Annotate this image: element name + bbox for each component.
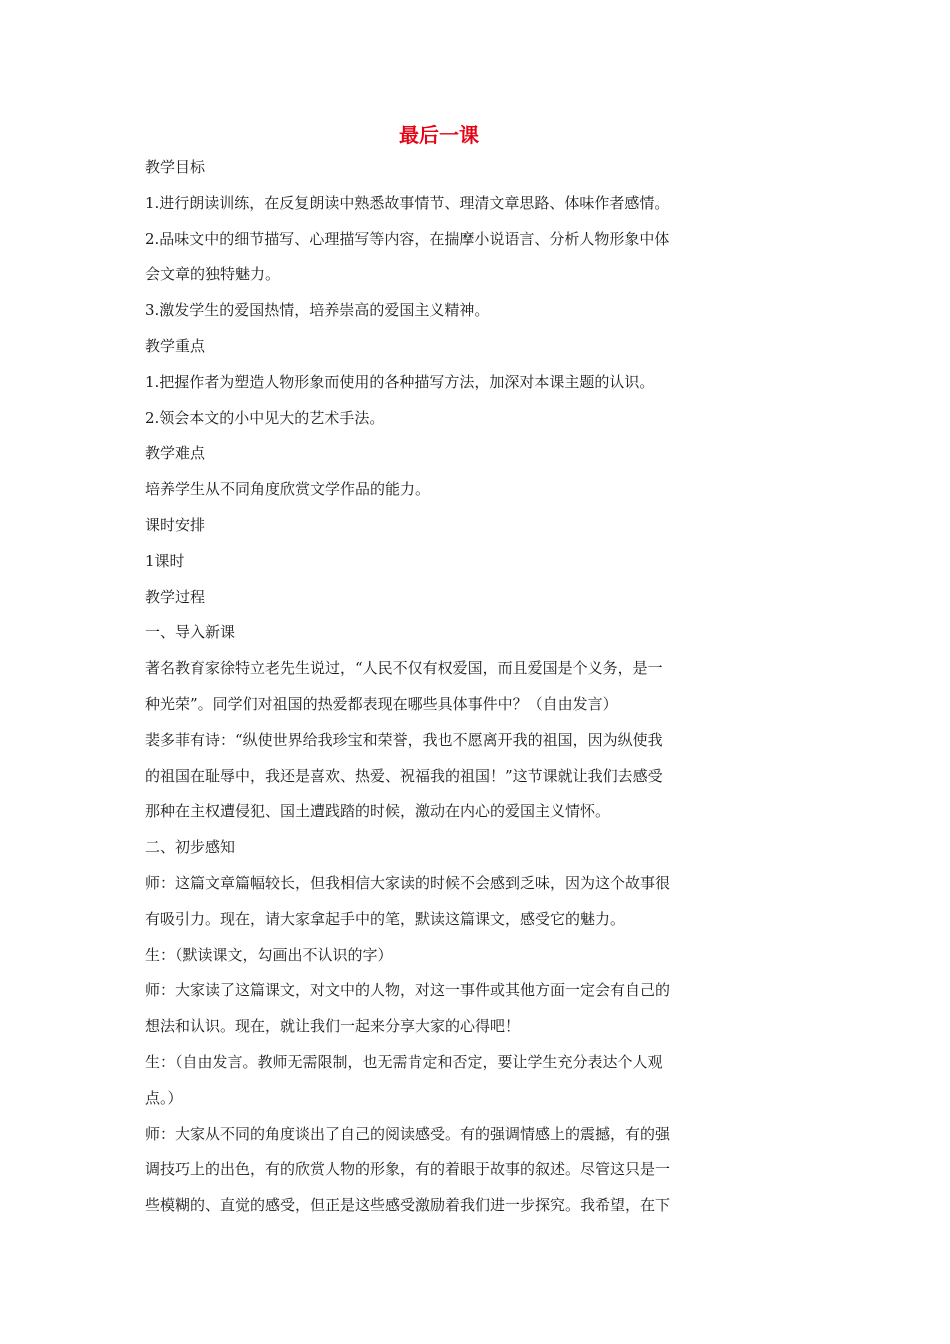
text-line: 会文章的独特魅力。 [145,265,281,284]
text-line: 生：（默读课文，勾画出不认识的字） [145,945,393,964]
text-line: 教学难点 [145,444,206,463]
document-page [145,120,733,1224]
document-title: 最后一课 [399,123,479,147]
text-line: 1.把握作者为塑造人物形象而使用的各种描写方法，加深对本课主题的认识。 [145,372,655,391]
text-line: 想法和认识。现在，就让我们一起来分享大家的心得吧！ [145,1017,521,1036]
text-line: 2.领会本文的小中见大的艺术手法。 [145,408,385,427]
text-line: 师：大家从不同的角度谈出了自己的阅读感受。有的强调情感上的震撼，有的强 [145,1124,671,1143]
text-line: 师：这篇文章篇幅较长，但我相信大家读的时候不会感到乏味，因为这个故事很 [145,873,671,892]
text-line: 课时安排 [145,515,206,534]
text-line: 调技巧上的出色，有的欣赏人物的形象，有的着眼于故事的叙述。尽管这只是一 [145,1160,671,1179]
text-line: 的祖国在耻辱中，我还是喜欢、热爱、祝福我的祖国！”这节课就让我们去感受 [145,766,663,785]
text-line: 师：大家读了这篇课文，对文中的人物，对这一事件或其他方面一定会有自己的 [145,981,671,1000]
text-line: 3.激发学生的爱国热情，培养崇高的爱国主义精神。 [145,301,490,320]
document-body [145,150,733,1224]
text-line: 二、初步感知 [145,838,236,857]
text-line: 1.进行朗读训练，在反复朗读中熟悉故事情节、理清文章思路、体味作者感情。 [145,193,670,212]
text-line: 教学过程 [145,587,206,606]
text-line: 教学重点 [145,336,206,355]
text-line: 生：（自由发言。教师无需限制，也无需肯定和否定，要让学生充分表达个人观 [145,1052,663,1071]
text-line: 培养学生从不同角度欣赏文学作品的能力。 [145,480,431,499]
text-line: 1课时 [145,551,185,570]
text-line: 裴多菲有诗：“纵使世界给我珍宝和荣誉，我也不愿离开我的祖国，因为纵使我 [145,730,663,749]
text-line: 2.品味文中的细节描写、心理描写等内容，在揣摩小说语言、分析人物形象中体 [145,229,670,248]
text-line: 种光荣”。同学们对祖国的热爱都表现在哪些具体事件中？（自由发言） [145,694,618,713]
text-line: 那种在主权遭侵犯、国土遭践踏的时候，激动在内心的爱国主义情怀。 [145,802,611,821]
text-line: 些模糊的、直觉的感受，但正是这些感受激励着我们进一步探究。我希望，在下 [145,1196,671,1215]
text-line: 一、导入新课 [145,623,236,642]
text-line: 有吸引力。现在，请大家拿起手中的笔，默读这篇课文，感受它的魅力。 [145,909,626,928]
text-line: 点。） [145,1088,183,1107]
text-line: 教学目标 [145,158,206,176]
text-line: 著名教育家徐特立老先生说过，“人民不仅有权爱国，而且爱国是个义务，是一 [145,659,663,678]
